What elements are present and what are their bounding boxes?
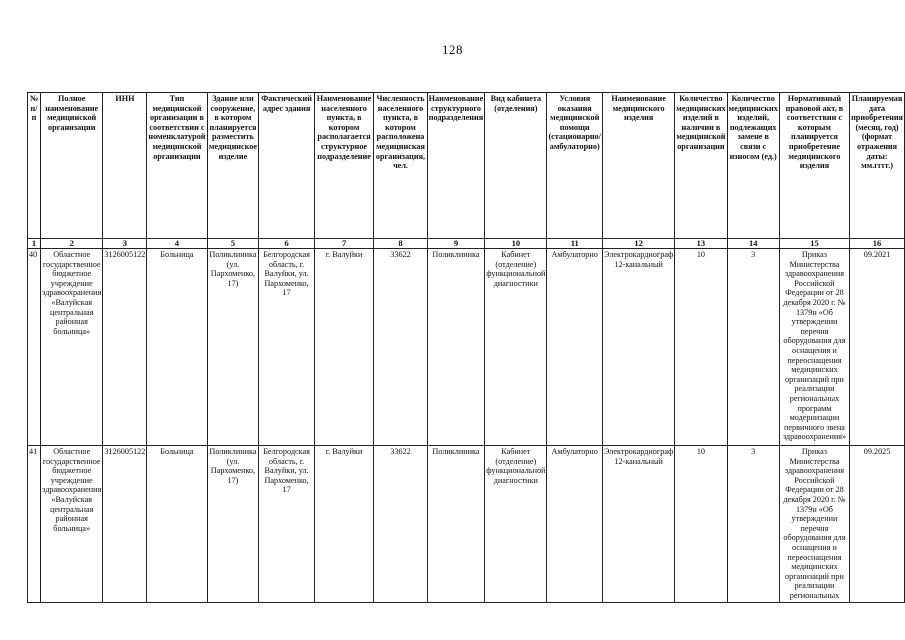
row-number: 40 [28, 249, 41, 446]
header-cell: Численность населенного пункта, в котором расположена медицинская организация, чел. [374, 93, 427, 239]
header-cell: Тип медицинской организации в соответствии с номенклатурой медицинской организации [147, 93, 207, 239]
column-number: 7 [314, 239, 374, 249]
cabinet-type: Кабинет (отделение) функциональной диагностики [485, 446, 547, 603]
table-row [28, 446, 905, 603]
device-name: Электрокардиограф 12-канальный [603, 249, 675, 446]
device-quantity: 10 [675, 249, 727, 446]
organization-name: Областное государственное бюджетное учреждение здравоохранения «Валуйская центральная районная больница» [40, 446, 102, 603]
device-name: Электрокардиограф 12-канальный [603, 446, 675, 603]
replace-quantity: 3 [727, 249, 779, 446]
organization-type: Больница [147, 249, 207, 446]
header-cell: Фактический адрес здания [259, 93, 314, 239]
column-number: 3 [103, 239, 147, 249]
address: Белгородская область, г. Валуйки, ул. Пархоменко, 17 [259, 249, 314, 446]
header-cell: № п/п [28, 93, 41, 239]
column-number: 10 [485, 239, 547, 249]
page-number: 128 [442, 42, 463, 57]
column-number: 15 [779, 239, 849, 249]
column-number: 1 [28, 239, 41, 249]
building: Поликлиника (ул. Пархоменко, 17) [207, 249, 259, 446]
header-cell: Условия оказания медицинской помощи (стационарно/амбулаторно) [547, 93, 603, 239]
structural-unit: Поликлиника [427, 446, 485, 603]
header-cell: ИНН [103, 93, 147, 239]
column-number: 14 [727, 239, 779, 249]
replace-quantity: 3 [727, 446, 779, 603]
column-number: 5 [207, 239, 259, 249]
header-cell: Планируемая дата приобретения (месяц, год) (формат отражения даты: мм.гггг.) [850, 93, 905, 239]
organization-name: Областное государственное бюджетное учреждение здравоохранения «Валуйская центральная районная больница» [40, 249, 102, 446]
care-conditions: Амбулаторно [547, 249, 603, 446]
population: 33622 [374, 249, 427, 446]
table-row [28, 249, 905, 446]
legal-act: Приказ Министерства здравоохранения Российской Федерации от 28 декабря 2020 г. № 1379н «Об утверждении перечня оборудования для оснащения и переоснащения медицинских организаций при реализации региональных [779, 446, 849, 603]
column-number: 12 [603, 239, 675, 249]
header-cell: Наименование населенного пункта, в котором располагается структурное подразделение [314, 93, 374, 239]
cabinet-type: Кабинет (отделение) функциональной диагностики [485, 249, 547, 446]
header-cell: Наименование структурного подразделения [427, 93, 485, 239]
locality: г. Валуйки [314, 446, 374, 603]
header-cell: Полное наименование медицинской организации [40, 93, 102, 239]
address: Белгородская область, г. Валуйки, ул. Пархоменко, 17 [259, 446, 314, 603]
column-number: 11 [547, 239, 603, 249]
column-number-row [28, 239, 905, 249]
inn: 3126005122 [103, 446, 147, 603]
organization-type: Больница [147, 446, 207, 603]
header-cell: Вид кабинета (отделения) [485, 93, 547, 239]
header-cell: Здание или сооружение, в котором планируется разместить медицинское изделие [207, 93, 259, 239]
structural-unit: Поликлиника [427, 249, 485, 446]
row-number: 41 [28, 446, 41, 603]
purchase-date: 09.2025 [850, 446, 905, 603]
inn: 3126005122 [103, 249, 147, 446]
column-number: 13 [675, 239, 727, 249]
table-header-row [28, 93, 905, 239]
population: 33622 [374, 446, 427, 603]
column-number: 9 [427, 239, 485, 249]
care-conditions: Амбулаторно [547, 446, 603, 603]
building: Поликлиника (ул. Пархоменко, 17) [207, 446, 259, 603]
purchase-date: 09.2021 [850, 249, 905, 446]
header-cell: Количество медицинских изделий, подлежащих замене в связи с износом (ед.) [727, 93, 779, 239]
column-number: 8 [374, 239, 427, 249]
legal-act: Приказ Министерства здравоохранения Российской Федерации от 28 декабря 2020 г. № 1379н «Об утверждении перечня оборудования для оснащения и переоснащения медицинских организаций при реализации региональных программ модернизации первичного звена здравоохранения» [779, 249, 849, 446]
header-cell: Наименование медицинского изделия [603, 93, 675, 239]
header-cell: Нормативный правовой акт, в соответствии с которым планируется приобретение медицинского изделия [779, 93, 849, 239]
column-number: 2 [40, 239, 102, 249]
equipment-table [27, 92, 905, 603]
column-number: 16 [850, 239, 905, 249]
device-quantity: 10 [675, 446, 727, 603]
header-cell: Количество медицинских изделий в наличии в медицинской организации [675, 93, 727, 239]
column-number: 4 [147, 239, 207, 249]
column-number: 6 [259, 239, 314, 249]
locality: г. Валуйки [314, 249, 374, 446]
